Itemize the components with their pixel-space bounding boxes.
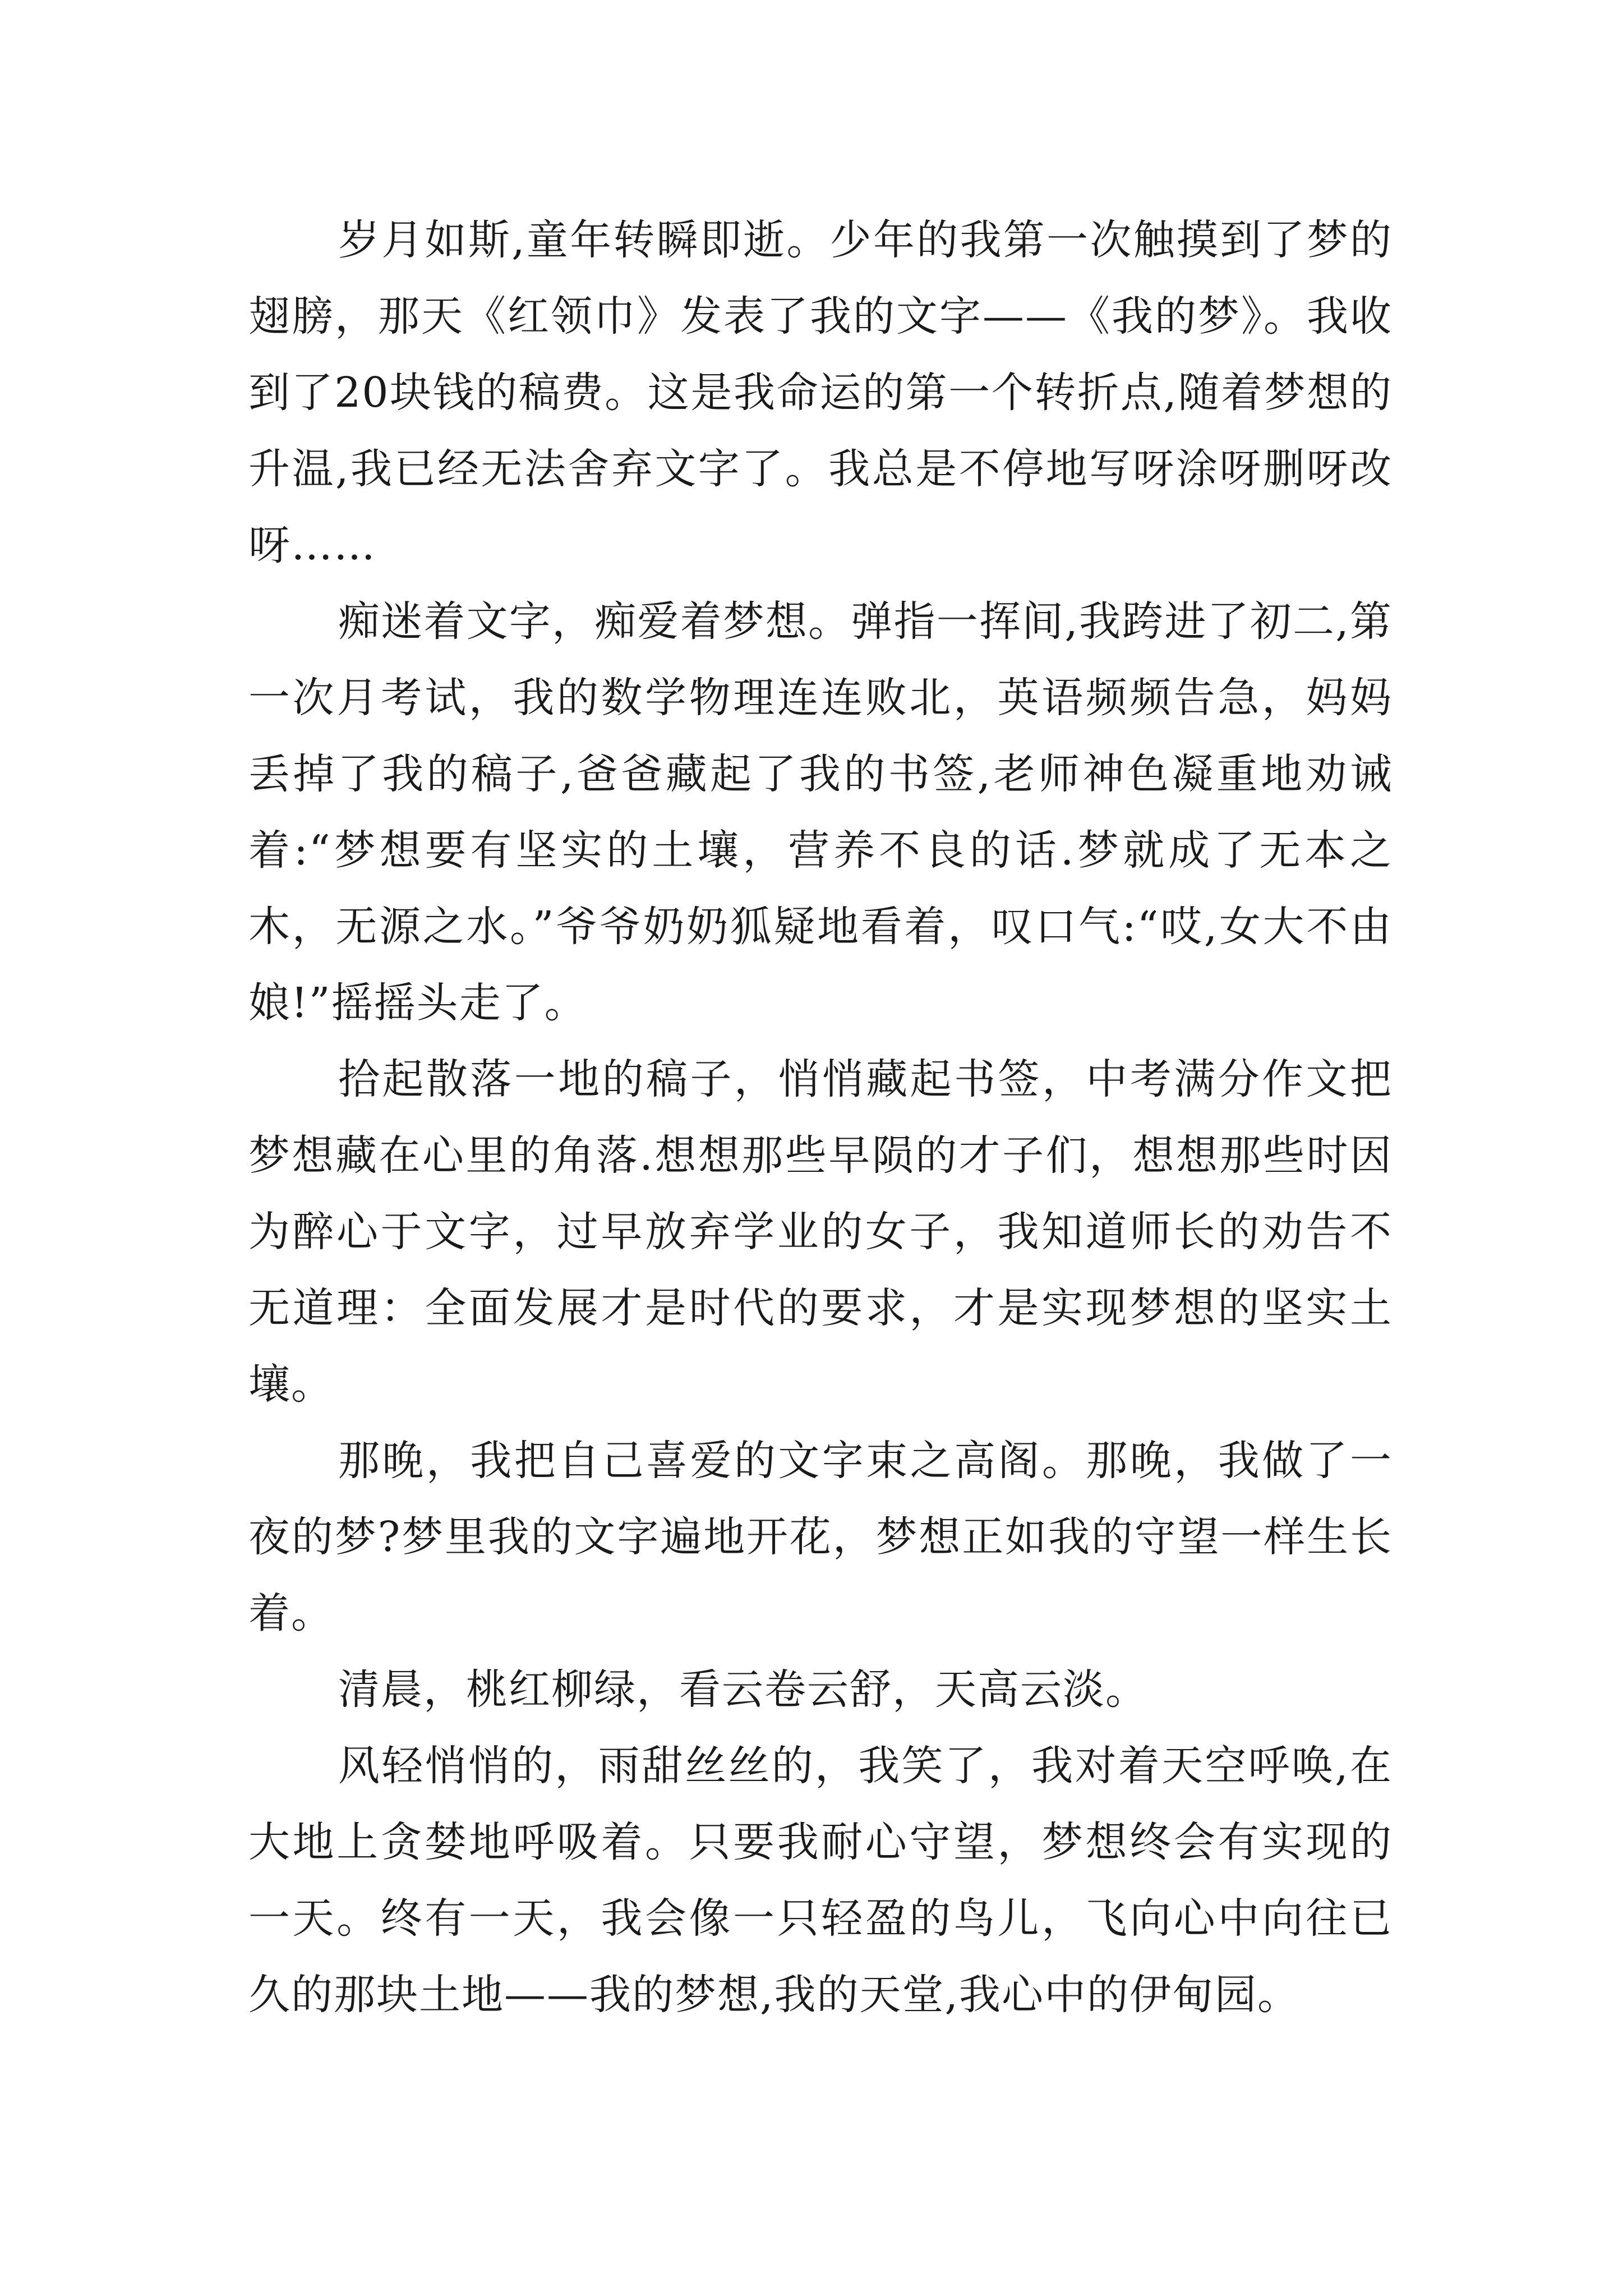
paragraph-1: 岁月如斯,童年转瞬即逝。少年的我第一次触摸到了梦的翅膀，那天《红领巾》发表了我的文字——《我的梦》。我收到了20块钱的稿费。这是我命运的第一个转折点,随着梦想的升温,我已经无法舍弃文字了。我总是不停地写呀涂呀删呀改呀…… [248,216,1393,569]
body-text [248,202,1393,2033]
paragraph-5: 清晨，桃红柳绿，看云卷云舒，天高云淡。 [338,1665,1148,1714]
paragraph-4: 那晚，我把自己喜爱的文字束之高阁。那晚，我做了一夜的梦?梦里我的文字遍地开花，梦想正如我的守望一样生长着。 [248,1437,1393,1637]
paragraph-6: 风轻悄悄的，雨甜丝丝的，我笑了，我对着天空呼唤,在大地上贪婪地呼吸着。只要我耐心守望，梦想终会有实现的一天。终有一天，我会像一只轻盈的鸟儿，飞向心中向往已久的那块土地——我的梦想,我的天堂,我心中的伊甸园。 [248,1742,1393,2019]
paragraph-3: 拾起散落一地的稿子，悄悄藏起书签，中考满分作文把梦想藏在心里的角落.想想那些早陨的才子们，想想那些时因为醉心于文字，过早放弃学业的女子，我知道师长的劝告不无道理：全面发展才是时代的要求，才是实现梦想的坚实土壤。 [248,1055,1393,1409]
paragraph-2: 痴迷着文字，痴爱着梦想。弹指一挥间,我跨进了初二,第一次月考试，我的数学物理连连败北，英语频频告急，妈妈丢掉了我的稿子,爸爸藏起了我的书签,老师神色凝重地劝诫着:“梦想要有坚实的土壤，营养不良的话.梦就成了无本之木，无源之水。”爷爷奶奶狐疑地看着，叹口气:“哎,女大不由娘!”摇摇头走了。 [248,597,1393,1027]
